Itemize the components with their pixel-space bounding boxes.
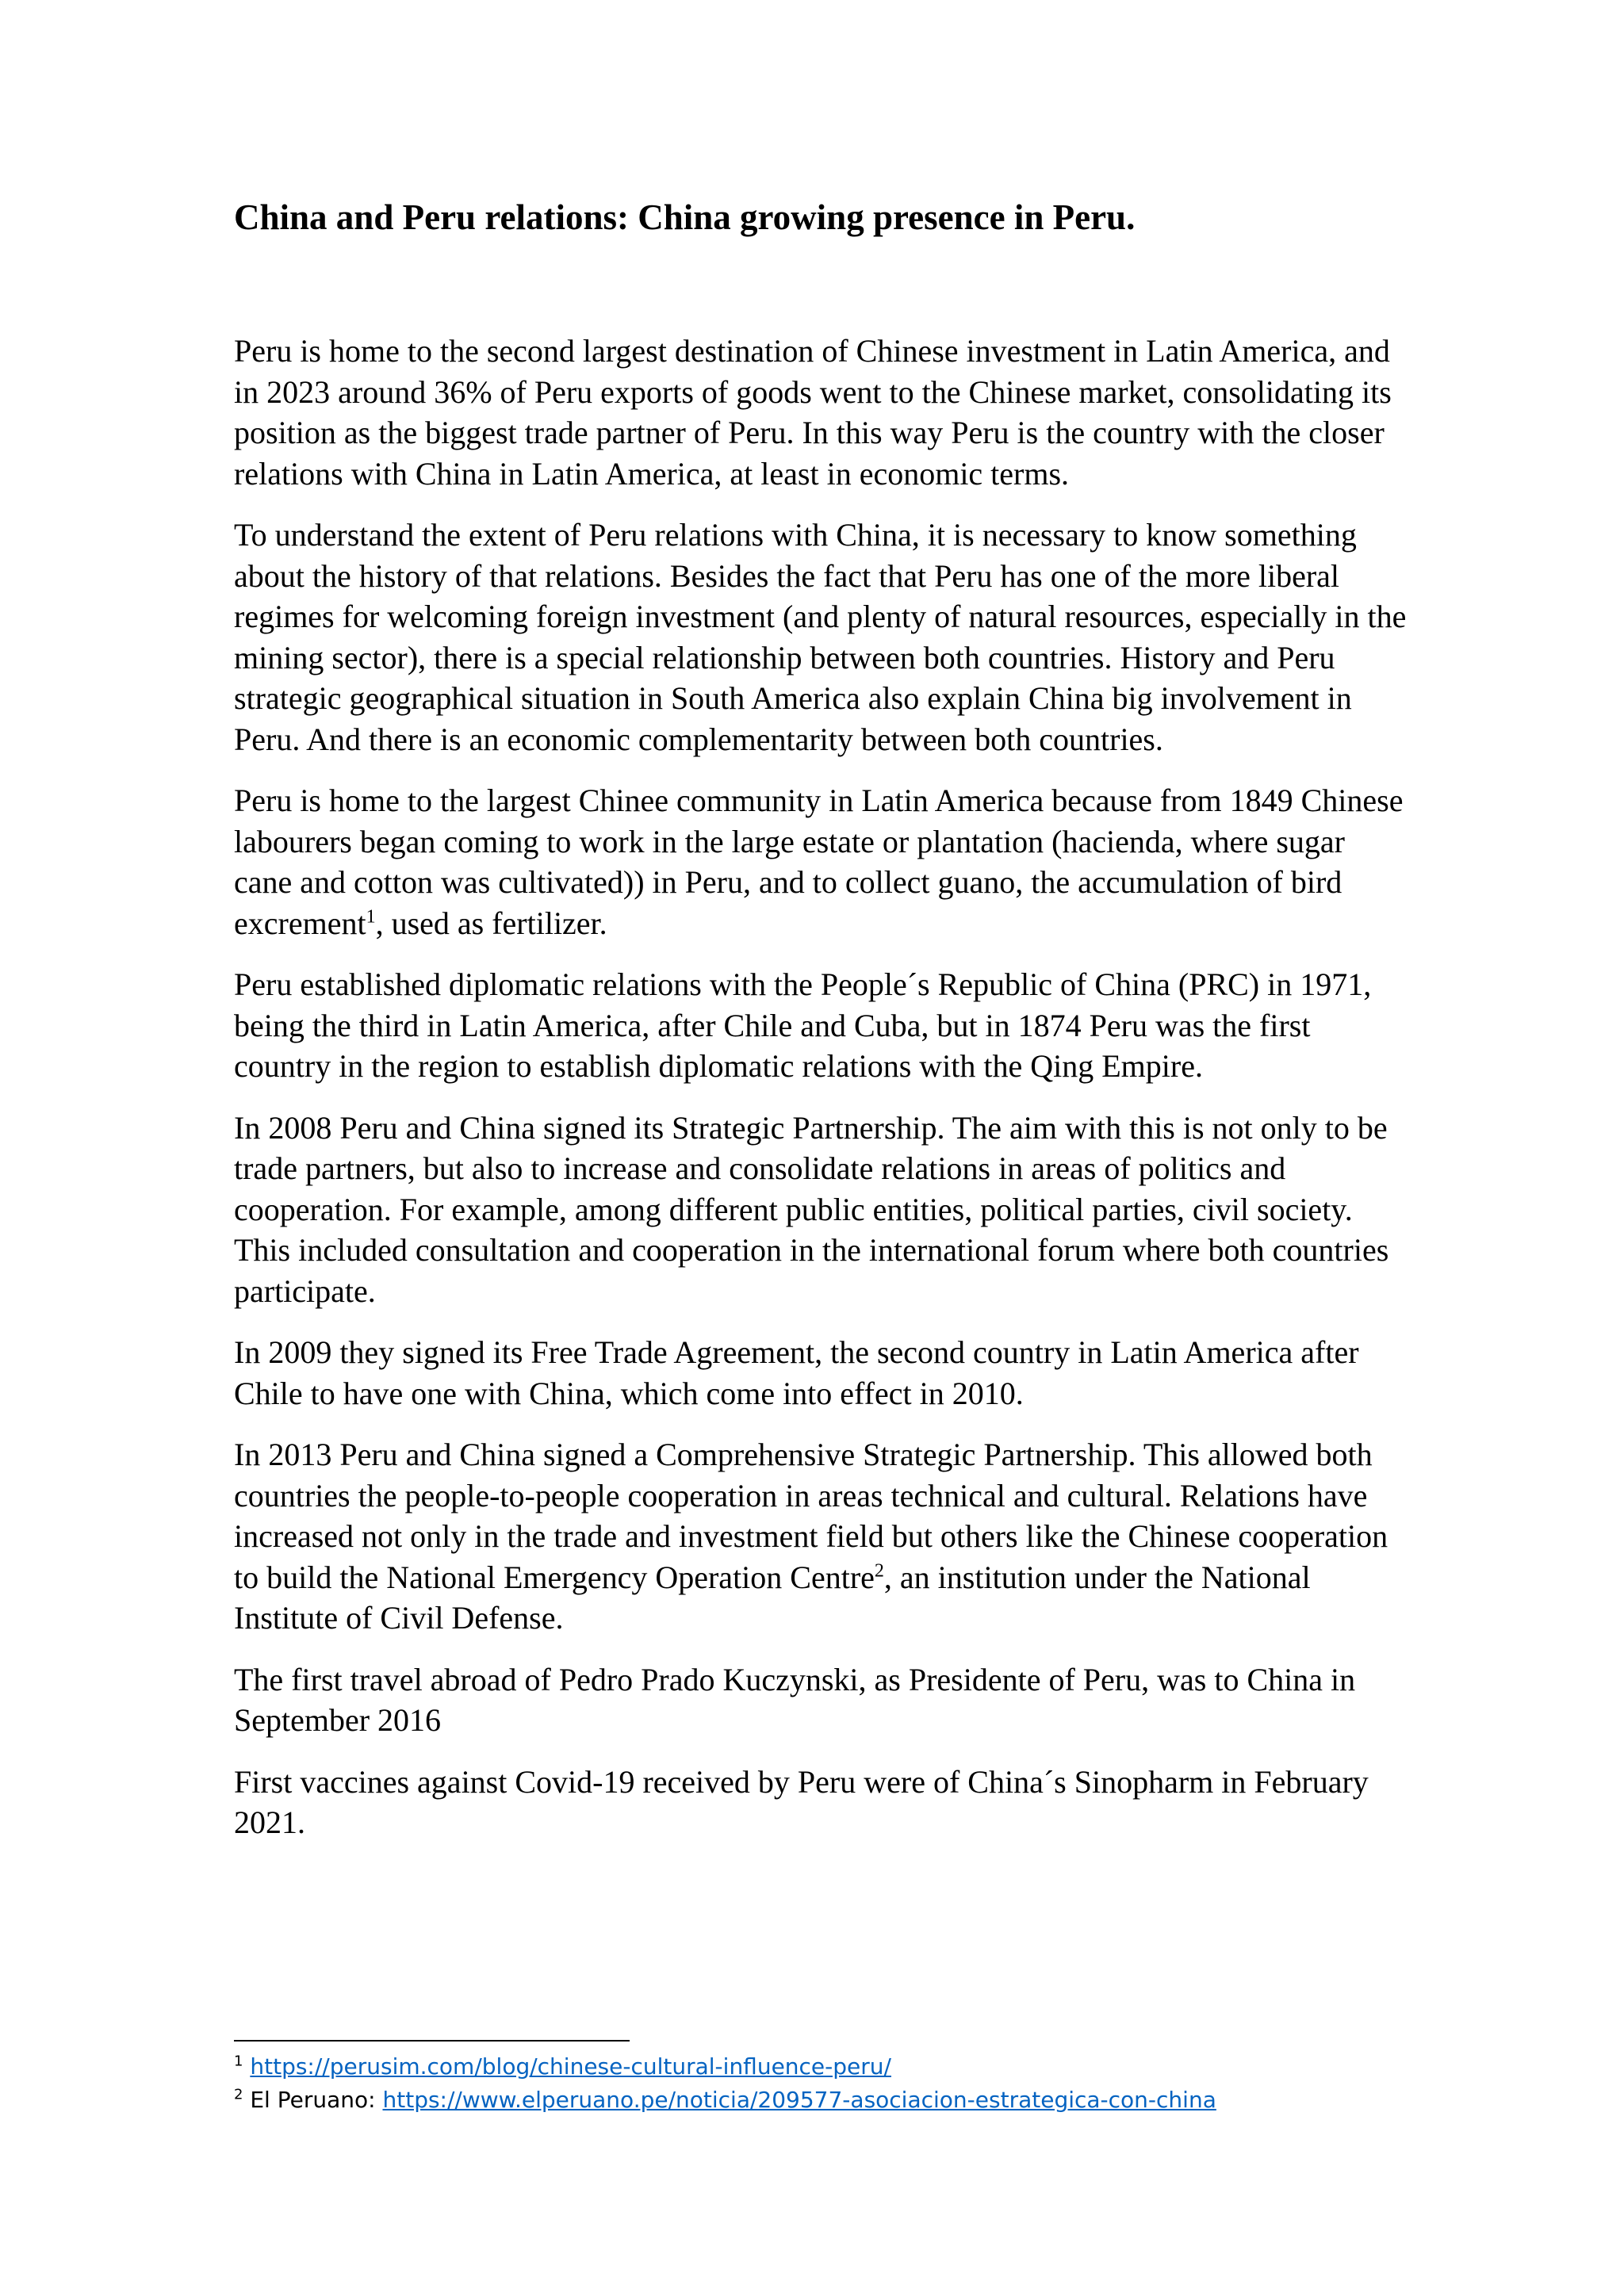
paragraph-vaccines: First vaccines against Covid-19 received by Peru were of China´s Sinopharm in February 2021.	[234, 1763, 1369, 1840]
footnote-number: 1	[234, 2053, 243, 2070]
paragraph-free-trade: In 2009 they signed its Free Trade Agreement, the second country in Latin America after Chile to have one with China, which come into effect in 2010.	[234, 1334, 1359, 1411]
footnote-source: El Peruano:	[250, 2087, 383, 2113]
paragraph-text: , an institution under the National Institute of Civil Defense.	[234, 1559, 1311, 1636]
paragraph-text: , used as fertilizer.	[375, 905, 607, 941]
footnote-separator	[234, 2040, 630, 2042]
paragraph-chinese-community	[234, 780, 1408, 943]
paragraph-text: Peru is home to the largest Chinee community in Latin America because from 1849 Chinese labourers began coming to work in the large estate or plantation (hacienda, where sugar cane and cotton was cultivated)) in Peru, and to collect guano, the accumulation of bird excrement	[234, 783, 1404, 941]
document-body	[234, 195, 1408, 1864]
paragraph-diplomatic-relations: Peru established diplomatic relations with the People´s Republic of China (PRC) in 1971, being the third in Latin America, after Chile and Cuba, but in 1874 Peru was the first country in the region to establish diplomatic relations with the Qing Empire.	[234, 966, 1372, 1084]
paragraph-history: To understand the extent of Peru relations with China, it is necessary to know something about the history of that relations. Besides the fact that Peru has one of the more liberal regimes for welcoming foreign investment (and plenty of natural resources, especially in the mining sector), there is a special relationship between both countries. History and Peru strategic geographical situation in South America also explain China big involvement in Peru. And there is an economic complementarity between both countries.	[234, 517, 1407, 757]
footnotes	[234, 2050, 1423, 2117]
document-title: China and Peru relations: China growing presence in Peru.	[234, 197, 1136, 237]
body-text	[234, 331, 1408, 1843]
footnote-link[interactable]: https://www.elperuano.pe/noticia/209577-asociacion-estrategica-con-china	[382, 2087, 1216, 2113]
paragraph-strategic-partnership: In 2008 Peru and China signed its Strategic Partnership. The aim with this is not only to be trade partners, but also to increase and consolidate relations in areas of politics and cooperation. For example, among different public entities, political parties, civil society. This included consultation and cooperation in the international forum where both countries participate.	[234, 1109, 1389, 1309]
paragraph-text: In 2013 Peru and China signed a Comprehensive Strategic Partnership. This allowed both countries the people-to-people cooperation in areas technical and cultural. Relations have increased not only in the trade and investment field but others like the Chinese cooperation to build the National Emergency Operation Centre	[234, 1437, 1388, 1595]
footnote-2	[234, 2084, 1423, 2117]
paragraph-investment: Peru is home to the second largest destination of Chinese investment in Latin America, and in 2023 around 36% of Peru exports of goods went to the Chinese market, consolidating its position as the biggest trade partner of Peru. In this way Peru is the country with the closer relations with China in Latin America, at least in economic terms.	[234, 333, 1392, 492]
footnote-number: 2	[234, 2086, 243, 2103]
footnote-reference[interactable]: 1	[366, 906, 376, 928]
footnote-reference[interactable]: 2	[874, 1560, 884, 1582]
footnote-link[interactable]: https://perusim.com/blog/chinese-cultural-influence-peru/	[250, 2053, 891, 2080]
footnote-1	[234, 2050, 1423, 2084]
paragraph-presidential-visit: The first travel abroad of Pedro Prado Kuczynski, as Presidente of Peru, was to China in September 2016	[234, 1661, 1356, 1738]
paragraph-comprehensive-partnership	[234, 1434, 1408, 1639]
